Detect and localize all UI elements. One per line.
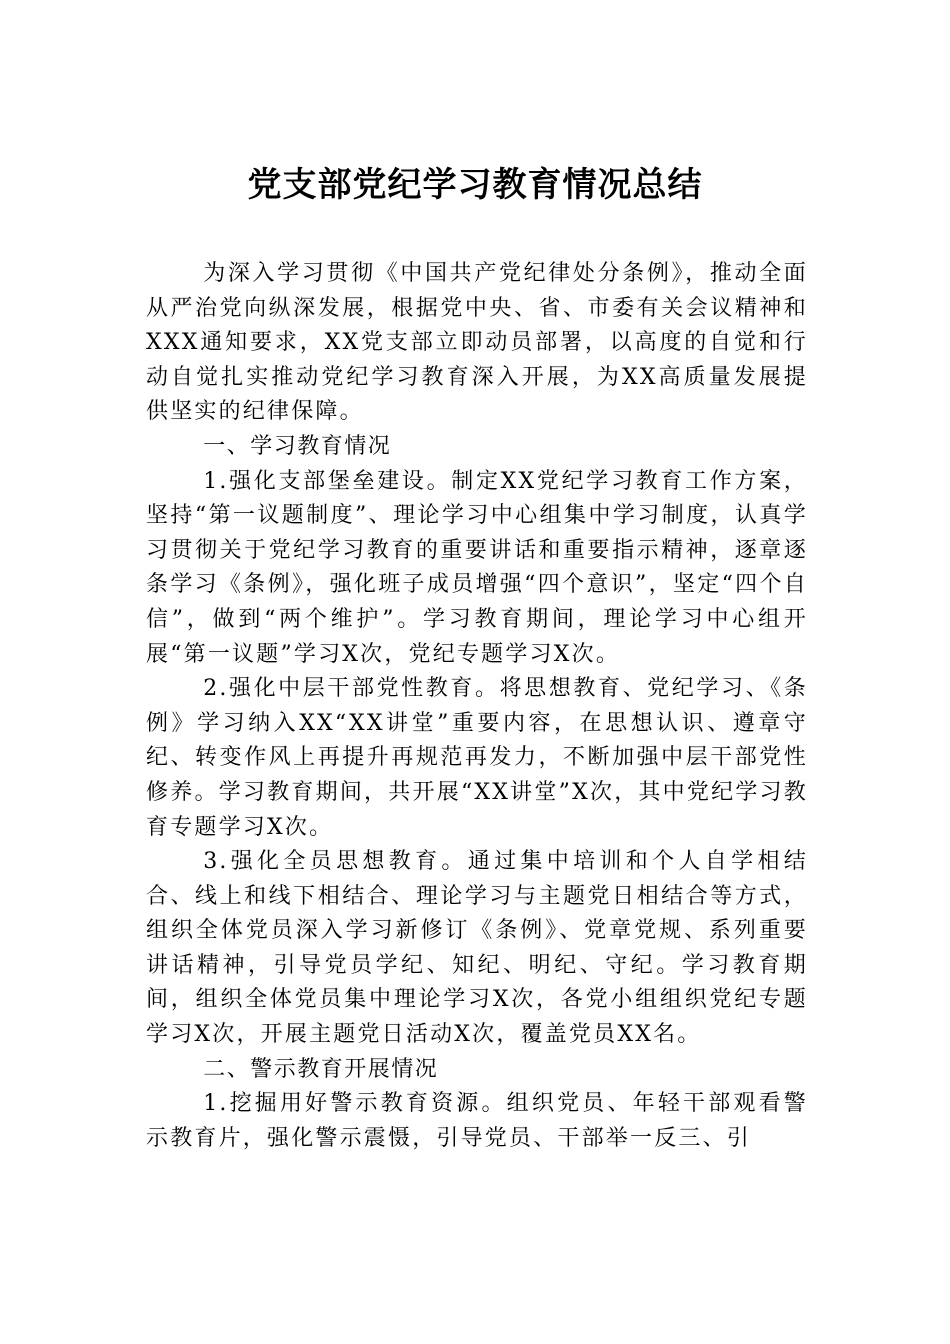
section-heading-study: 一、学习教育情况 <box>203 433 392 459</box>
section1-item-3: 3.强化全员思想教育。通过集中培训和个人自学相结合、线上和线下相结合、理论学习与主题党日相结合等方式，组织全体党员深入学习新修订《条例》、党章党规、系列重要讲话精神，引导党员学纪、知纪、明纪、守纪。学习教育期间，组织全体党员集中理论学习X次，各党小组组织党纪专题学习X次，开展主题党日活动X次，覆盖党员XX名。 <box>146 849 808 1048</box>
document-body <box>146 257 808 1156</box>
document-title: 党支部党纪学习教育情况总结 <box>247 165 703 205</box>
intro-paragraph: 为深入学习贯彻《中国共产党纪律处分条例》，推动全面从严治党向纵深发展，根据党中央、省、市委有关会议精神和XXX通知要求，XX党支部立即动员部署，以高度的自觉和行动自觉扎实推动党纪学习教育深入开展，为XX高质量发展提供坚实的纪律保障。 <box>146 261 808 425</box>
section1-item-2: 2.强化中层干部党性教育。将思想教育、党纪学习、《条例》学习纳入XX“XX讲堂”重要内容，在思想认识、遵章守纪、转变作风上再提升再规范再发力，不断加强中层干部党性修养。学习教育期间，共开展“XX讲堂”X次，其中党纪学习教育专题学习X次。 <box>146 676 808 840</box>
section2-item-1: 1.挖掘用好警示教育资源。组织党员、年轻干部观看警示教育片，强化警示震慑，引导党员、干部举一反三、引 <box>146 1091 808 1151</box>
section1-item-1: 1.强化支部堡垒建设。制定XX党纪学习教育工作方案，坚持“第一议题制度”、理论学习中心组集中学习制度，认真学习贯彻关于党纪学习教育的重要讲话和重要指示精神，逐章逐条学习《条例》，强化班子成员增强“四个意识”，坚定“四个自信”，做到“两个维护”。学习教育期间，理论学习中心组开展“第一议题”学习X次，党纪专题学习X次。 <box>146 468 808 667</box>
section-heading-warning: 二、警示教育开展情况 <box>203 1056 439 1082</box>
